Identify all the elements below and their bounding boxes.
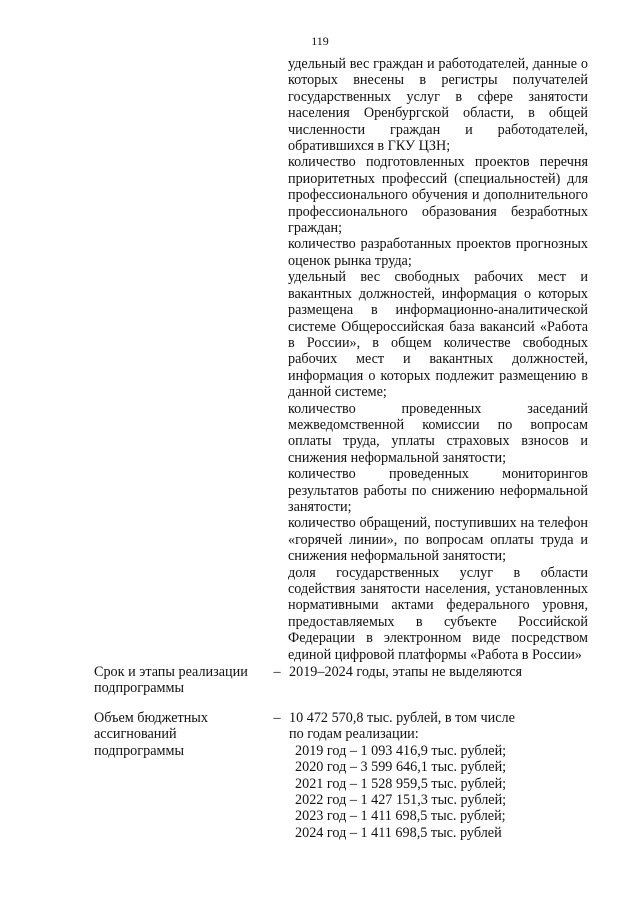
indicator-item: удельный вес граждан и работодателей, данные о которых внесены в регистры получателей государственных услуг в сфере занятости населения Оренбургской области, в общей численности граждан и работодателей, обратившихся в ГКУ ЦЗН; [288,56,588,155]
budget-value [289,710,589,841]
budget-years-intro: по годам реализации: [289,726,419,743]
indicator-item: количество проведенных заседаний межведомственной комиссии по вопросам оплаты труда, уплаты страховых взносов и снижения неформальной занятости; [288,400,588,466]
budget-year-line: 2023 год – 1 411 698,5 тыс. рублей; [295,808,506,825]
budget-dash: – [273,710,281,726]
budget-year-line: 2022 год – 1 427 151,3 тыс. рублей; [295,792,507,809]
timeline-value: 2019–2024 годы, этапы не выделяются [289,664,523,680]
indicator-item: количество подготовленных проектов перечня приоритетных профессий (специальностей) для профессионального обучения и дополнительного профессионального образования безработных граждан; [288,154,588,237]
budget-year-line: 2024 год – 1 411 698,5 тыс. рублей [295,824,502,841]
indicators-list [288,56,588,663]
budget-year-line: 2020 год – 3 599 646,1 тыс. рублей; [295,759,507,776]
indicator-item: количество обращений, поступивших на телефон «горячей линии», по вопросам оплаты труда и снижения неформальной занятости; [288,515,588,565]
indicator-item: количество проведенных мониторингов результатов работы по снижению неформальной занятости; [288,466,588,515]
page-number: 119 [311,34,329,48]
timeline-dash: – [273,664,281,680]
indicator-item: удельный вес свободных рабочих мест и вакантных должностей, информация о которых размещена в информационно-аналитической системе Общероссийская база вакансий «Работа в России», в общем количестве свободных рабочих мест и вакантных должностей, информация о которых подлежит размещению в данной системе; [288,269,588,401]
budget-label: Объем бюджетных ассигнований подпрограммы [94,710,208,759]
budget-total: 10 472 570,8 тыс. рублей, в том числе [289,710,515,726]
indicator-item: доля государственных услуг в области содействия занятости населения, установленных нормативными актами федерального уровня, предоставляемых в субъекте Российской Федерации в электронном виде посредством единой цифровой платформы «Работа в России» [288,564,588,663]
budget-year-line: 2019 год – 1 093 416,9 тыс. рублей; [295,742,507,759]
timeline-label: Срок и этапы реализации подпрограммы [94,664,248,697]
indicator-item: количество разработанных проектов прогнозных оценок рынка труда; [288,236,588,269]
budget-year-line: 2021 год – 1 528 959,5 тыс. рублей; [295,775,507,792]
